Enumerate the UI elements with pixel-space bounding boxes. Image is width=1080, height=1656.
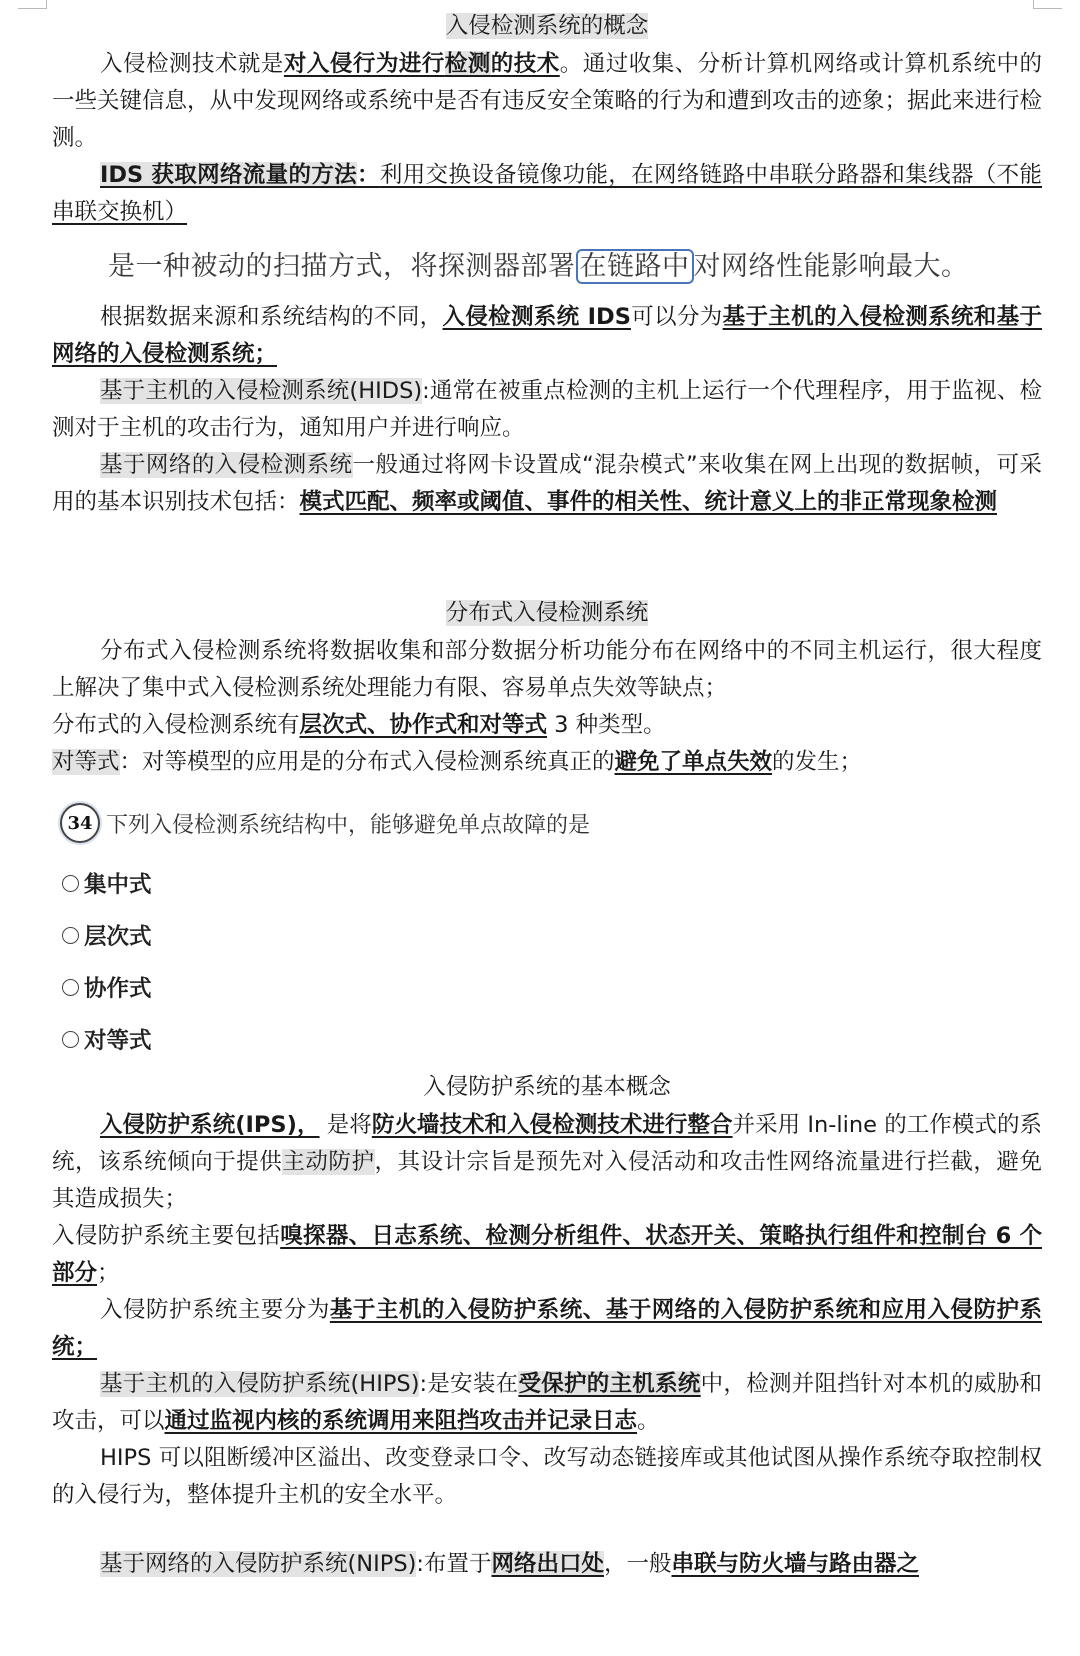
quiz-question (60, 803, 1042, 843)
paragraph-ids-traffic-method: IDS 获取网络流量的方法：利用交换设备镜像功能，在网络链路中串联分路器和集线器（不能串联交换机） (52, 162, 1042, 225)
callout-passive-scan-note: 是一种被动的扫描方式，将探测器部署 在链路中 对网络性能影响最大。 (108, 251, 969, 282)
section-spacer (52, 521, 1042, 593)
radio-icon[interactable] (62, 875, 79, 892)
radio-icon[interactable] (62, 1031, 79, 1048)
radio-icon[interactable] (62, 979, 79, 996)
boxed-in-link: 在链路中 (576, 249, 694, 284)
section-title-ids-concept: 入侵检测系统的概念 (445, 13, 649, 39)
paragraph-ips-definition: 入侵防护系统(IPS)， 是将防火墙技术和入侵检测技术进行整合并采用 In-line 的工作模式的系统，该系统倾向于提供主动防护，其设计宗旨是预先对入侵活动和攻击性网络流量进行拦截，避免其造成损失； (52, 1112, 1042, 1212)
paragraph-ips-types: 入侵防护系统主要分为基于主机的入侵防护系统、基于网络的入侵防护系统和应用入侵防护系统； (52, 1297, 1042, 1360)
document-page (52, 6, 1042, 1583)
paragraph-ids-classification: 根据数据来源和系统结构的不同，入侵检测系统 IDS可以分为基于主机的入侵检测系统和基于网络的入侵检测系统； (52, 304, 1042, 367)
paragraph-distributed-ids: 分布式入侵检测系统将数据收集和部分数据分析功能分布在网络中的不同主机运行，很大程度上解决了集中式入侵检测系统处理能力有限、容易单点失效等缺点； (52, 638, 1042, 701)
option-peer-to-peer[interactable]: 对等式 (62, 1013, 1042, 1065)
option-cooperative[interactable]: 协作式 (62, 961, 1042, 1013)
paragraph-distributed-types: 分布式的入侵检测系统有层次式、协作式和对等式 3 种类型。 (52, 712, 666, 738)
paragraph-ips-components: 入侵防护系统主要包括嗅探器、日志系统、检测分析组件、状态开关、策略执行组件和控制台 6 个部分； (52, 1223, 1042, 1286)
paragraph-hids: 基于主机的入侵检测系统(HIDS):通常在被重点检测的主机上运行一个代理程序，用于监视、检测对于主机的攻击行为，通知用户并进行响应。 (52, 378, 1042, 441)
paragraph-ids-definition: 入侵检测技术就是对入侵行为进行检测的技术。通过收集、分析计算机网络或计算机系统中的一些关键信息，从中发现网络或系统中是否有违反安全策略的行为和遭到攻击的迹象；据此来进行检测。 (52, 51, 1043, 151)
question-number-badge: 34 (60, 803, 100, 843)
paragraph-nids: 基于网络的入侵检测系统一般通过将网卡设置成“混杂模式”来收集在网上出现的数据帧，可采用的基本识别技术包括：模式匹配、频率或阈值、事件的相关性、统计意义上的非正常现象检测 (52, 452, 1042, 515)
paragraph-nips: 基于网络的入侵防护系统(NIPS):布置于网络出口处，一般串联与防火墙与路由器之 (100, 1551, 920, 1577)
page-corner-mark-left (18, 0, 47, 9)
paragraph-peer-model: 对等式：对等模型的应用是的分布式入侵检测系统真正的避免了单点失效的发生； (52, 749, 863, 775)
question-text: 下列入侵检测系统结构中，能够避免单点故障的是 (106, 812, 591, 838)
option-centralized[interactable]: 集中式 (62, 857, 1042, 909)
section-title-ips-concept: 入侵防护系统的基本概念 (423, 1074, 671, 1100)
section-title-distributed-ids: 分布式入侵检测系统 (445, 600, 649, 626)
paragraph-hips: 基于主机的入侵防护系统(HIPS):是安装在受保护的主机系统中，检测并阻挡针对本机的威胁和攻击，可以通过监视内核的系统调用来阻挡攻击并记录日志。 (52, 1371, 1042, 1434)
paragraph-hips-capabilities: HIPS 可以阻断缓冲区溢出、改变登录口令、改写动态链接库或其他试图从操作系统夺取控制权的入侵行为，整体提升主机的安全水平。 (52, 1445, 1042, 1508)
option-hierarchical[interactable]: 层次式 (62, 909, 1042, 961)
radio-icon[interactable] (62, 927, 79, 944)
